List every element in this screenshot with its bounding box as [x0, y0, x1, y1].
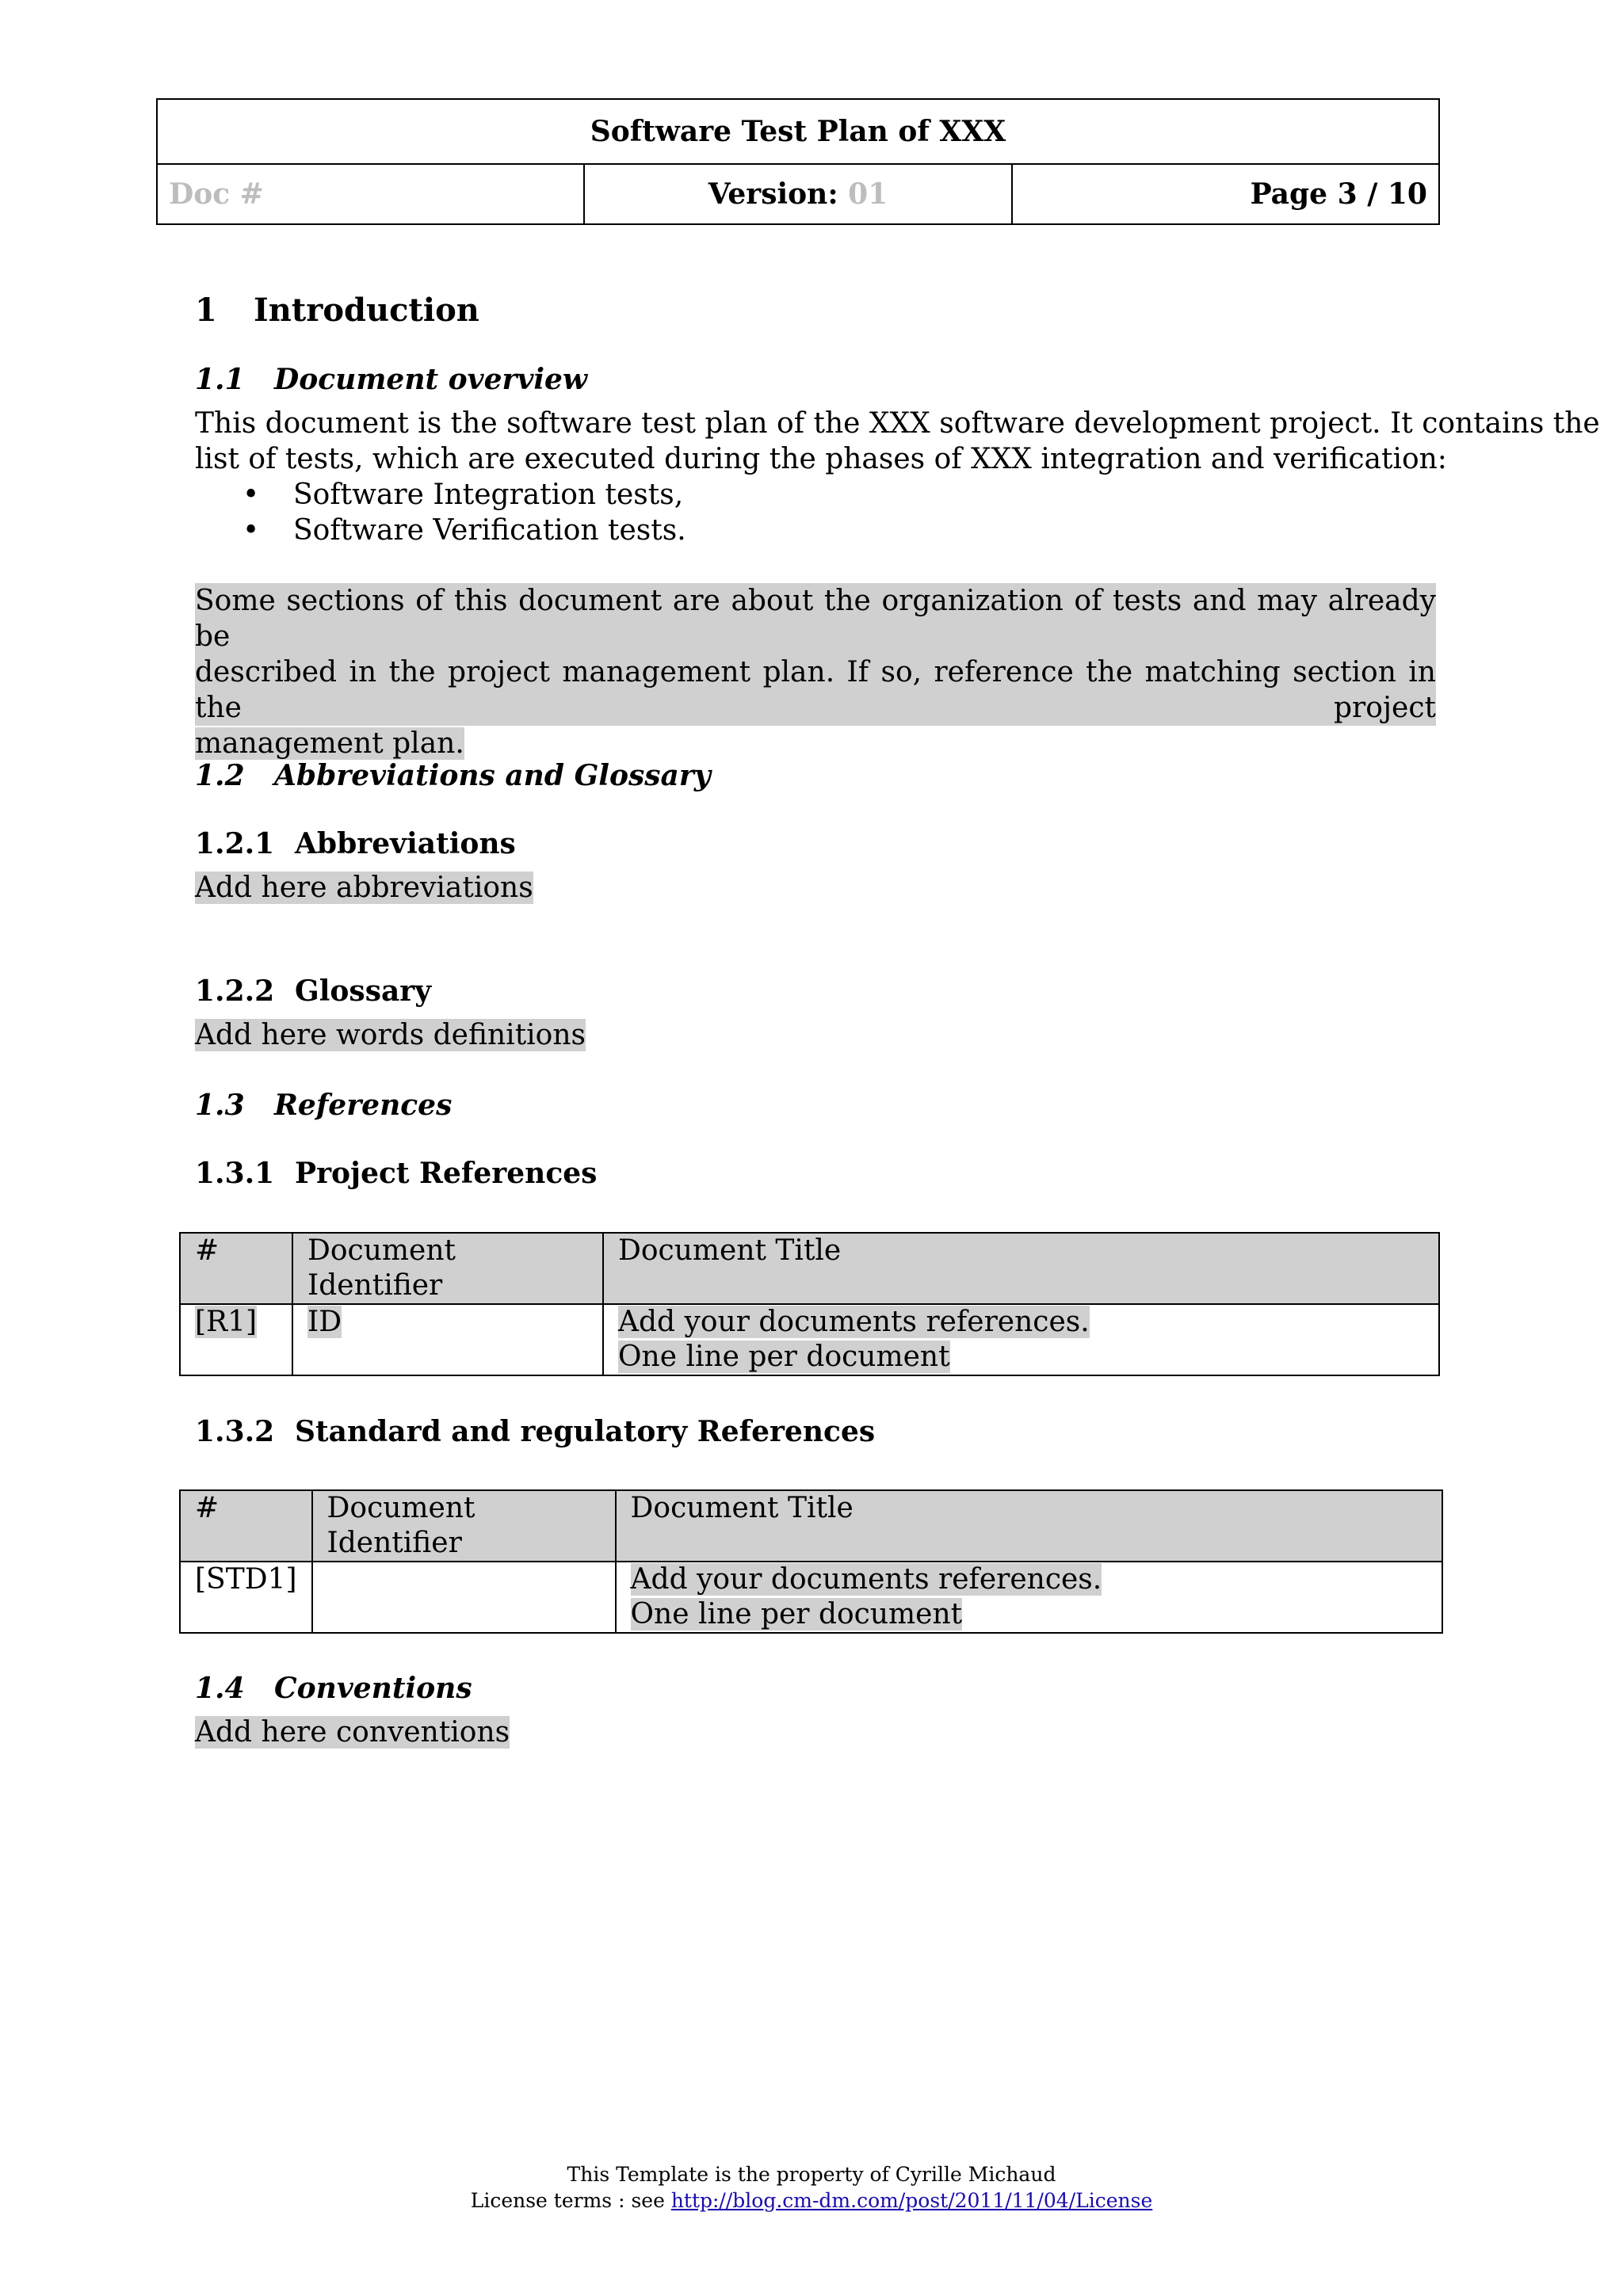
heading-text: Document overview: [274, 363, 587, 396]
reference-id: [STD1]: [180, 1562, 312, 1633]
abbreviations-text: [195, 870, 533, 906]
page-footer: [0, 2161, 1623, 2214]
heading-references: [195, 1089, 452, 1122]
heading-text: References: [274, 1089, 453, 1122]
glossary-text: [195, 1017, 586, 1053]
column-header: Document Identifier: [292, 1233, 603, 1304]
heading-number: 1.3.1: [195, 1157, 275, 1190]
list-item: • Software Integration tests,: [195, 477, 1600, 513]
heading-text: Glossary: [295, 974, 432, 1008]
note-line: Some sections of this document are about the organization of tests and may already be: [195, 585, 1436, 653]
heading-text: Standard and regulatory References: [295, 1415, 876, 1448]
heading-conventions: [195, 1672, 472, 1705]
heading-introduction: [195, 292, 479, 329]
heading-text: Project References: [295, 1157, 598, 1190]
column-header: #: [180, 1490, 312, 1562]
heading-text: Abbreviations and Glossary: [274, 759, 711, 792]
heading-glossary: [195, 974, 431, 1008]
placeholder-text: Add here conventions: [195, 1716, 510, 1749]
column-header: #: [180, 1233, 292, 1304]
placeholder-text: Add here words definitions: [195, 1019, 586, 1051]
table-row: [180, 1304, 1439, 1375]
footer-license: [0, 2187, 1623, 2214]
heading-text: Conventions: [274, 1672, 472, 1705]
version-label: Version:: [708, 177, 838, 211]
heading-abbreviations-glossary: [195, 759, 711, 792]
document-title: Software Test Plan of XXX: [158, 100, 1438, 165]
project-references-table: [179, 1232, 1440, 1376]
doc-number: Doc #: [169, 177, 264, 211]
placeholder-text: Add here abbreviations: [195, 871, 533, 904]
version-value: 01: [848, 177, 888, 211]
standard-references-table: [179, 1489, 1443, 1634]
overview-paragraph: [195, 406, 1600, 548]
heading-document-overview: [195, 363, 587, 396]
overview-note: [195, 583, 1436, 761]
list-item: • Software Verification tests.: [195, 513, 1600, 548]
paragraph-line: This document is the software test plan of the XXX software development project. It contains the: [195, 407, 1600, 440]
heading-text: Abbreviations: [295, 827, 516, 860]
heading-number: 1.4: [195, 1672, 245, 1705]
version-cell: [583, 165, 1010, 223]
column-header: Document Title: [616, 1490, 1442, 1562]
heading-project-references: [195, 1157, 597, 1190]
heading-text: Introduction: [254, 292, 479, 329]
conventions-text: [195, 1714, 510, 1750]
heading-number: 1.3: [195, 1089, 245, 1122]
heading-number: 1.2.1: [195, 827, 275, 860]
table-header-row: [180, 1490, 1442, 1562]
reference-identifier: [312, 1562, 616, 1633]
paragraph-line: list of tests, which are executed during the phases of XXX integration and verification:: [195, 443, 1447, 475]
note-line: management plan.: [195, 727, 464, 760]
heading-number: 1: [195, 292, 217, 329]
heading-abbreviations: [195, 827, 516, 860]
heading-standard-references: [195, 1415, 875, 1448]
footer-property: This Template is the property of Cyrille Michaud: [567, 2163, 1056, 2186]
table-row: [180, 1562, 1442, 1633]
table-header-row: [180, 1233, 1439, 1304]
heading-number: 1.1: [195, 363, 245, 396]
test-types-list: [195, 477, 1600, 548]
license-link[interactable]: http://blog.cm-dm.com/post/2011/11/04/License: [670, 2189, 1153, 2212]
note-line: described in the project management plan. If so, reference the matching section in the project: [195, 656, 1436, 724]
page-header-table: [156, 98, 1440, 225]
column-header: Document Title: [603, 1233, 1439, 1304]
page-number: Page 3 / 10: [1011, 165, 1438, 223]
reference-title: Add your documents references. One line per document: [616, 1562, 1442, 1633]
heading-number: 1.3.2: [195, 1415, 275, 1448]
reference-identifier: ID: [292, 1304, 603, 1375]
column-header: Document Identifier: [312, 1490, 616, 1562]
reference-title: Add your documents references. One line per document: [603, 1304, 1439, 1375]
footer-license-label: License terms : see: [470, 2189, 671, 2212]
reference-id: [R1]: [180, 1304, 292, 1375]
heading-number: 1.2.2: [195, 974, 275, 1008]
heading-number: 1.2: [195, 759, 245, 792]
header-info-row: [158, 165, 1438, 223]
